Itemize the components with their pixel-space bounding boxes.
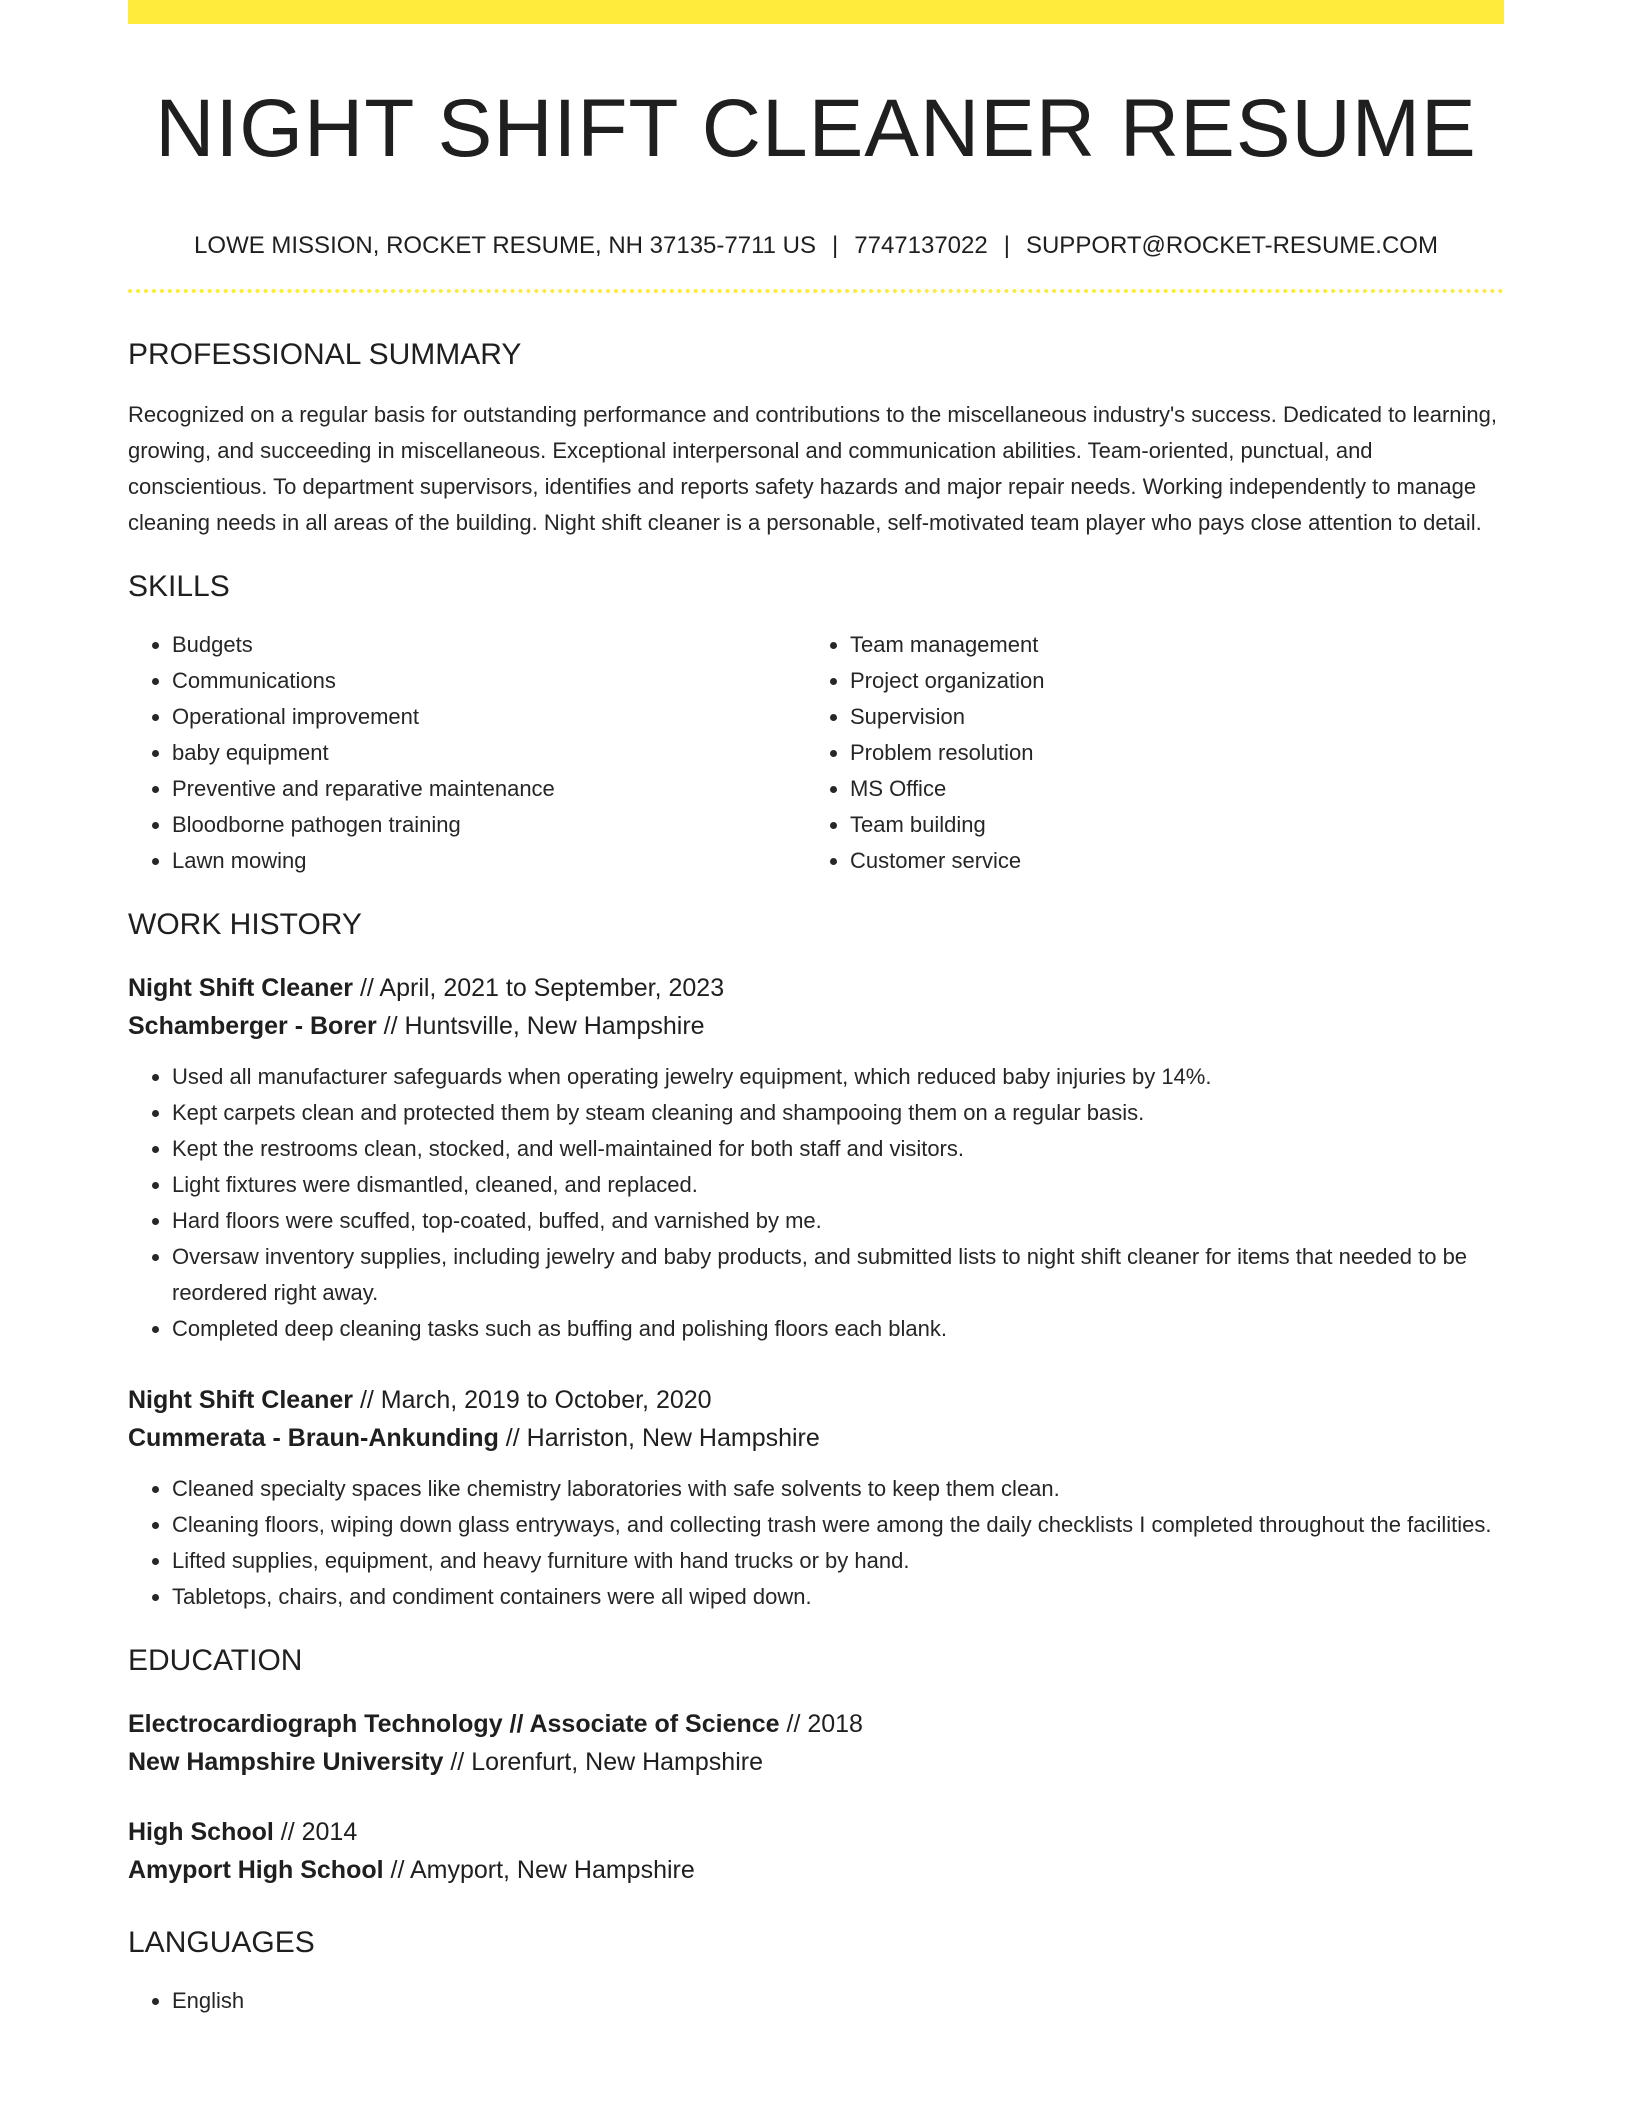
education-entry (128, 1705, 1504, 1781)
education-degree: High School (128, 1818, 274, 1847)
job-title-line (128, 969, 1504, 1007)
languages-heading: LANGUAGES (128, 1926, 315, 1960)
skill-item: • Supervision (850, 699, 1484, 735)
skill-item: • Lawn mowing (172, 843, 806, 879)
job-location: // Harriston, New Hampshire (498, 1424, 820, 1453)
skill-item: • Bloodborne pathogen training (172, 807, 806, 843)
summary-text: Recognized on a regular basis for outstanding performance and contributions to the miscellaneous industry's success. Dedicated to learning, growing, and succeeding in miscellaneous. Exceptional interpersonal and communication abilities. Team-oriented, punctual, and conscientious. To department supervisors, identifies and reports safety hazards and major repair needs. Working independently to manage cleaning needs in all areas of the building. Night shift cleaner is a personable, self-motivated team player who pays close attention to detail. (128, 402, 1497, 536)
education-school-line (128, 1743, 1504, 1781)
language-item: • English (172, 1983, 1504, 2019)
job-bullet: • Oversaw inventory supplies, including jewelry and baby products, and submitted lists to night shift cleaner for items that needed to be reordered right away. (172, 1239, 1504, 1311)
skill-item: • Team building (850, 807, 1484, 843)
job-title: Night Shift Cleaner (128, 974, 354, 1003)
resume-title: NIGHT SHIFT CLEANER RESUME (155, 83, 1477, 174)
skill-item: • Team management (850, 627, 1484, 663)
contact-address: LOWE MISSION, ROCKET RESUME, NH 37135-7711 US (194, 232, 817, 260)
education-school-line (128, 1851, 1504, 1889)
resume-page (128, 0, 1504, 2019)
work-history-heading: WORK HISTORY (128, 908, 362, 942)
education-year: // 2014 (273, 1818, 358, 1847)
skills-heading: SKILLS (128, 570, 230, 604)
job-header (128, 969, 1504, 1045)
education-location: // Lorenfurt, New Hampshire (443, 1748, 763, 1777)
skill-item: • Customer service (850, 843, 1484, 879)
job-entry (128, 969, 1504, 1347)
education-degree: Electrocardiograph Technology // Associate of Science (128, 1710, 780, 1739)
contact-phone: 7747137022 (854, 232, 988, 260)
job-bullet: • Cleaning floors, wiping down glass entryways, and collecting trash were among the daily checklists I completed throughout the facilities. (172, 1507, 1504, 1543)
job-bullet: • Kept the restrooms clean, stocked, and well-maintained for both staff and visitors. (172, 1131, 1504, 1167)
job-company-line (128, 1419, 1504, 1457)
education-school: Amyport High School (128, 1856, 384, 1885)
skill-item: • baby equipment (172, 735, 806, 771)
contact-email: SUPPORT@ROCKET-RESUME.COM (1025, 232, 1438, 260)
education-year: // 2018 (779, 1710, 863, 1739)
job-location: // Huntsville, New Hampshire (376, 1012, 705, 1041)
top-accent-bar (128, 0, 1504, 24)
job-bullet: • Tabletops, chairs, and condiment containers were all wiped down. (172, 1579, 1504, 1615)
languages-list (128, 1983, 1504, 2019)
education-entry (128, 1813, 1504, 1889)
job-dates: // April, 2021 to September, 2023 (353, 974, 725, 1003)
job-bullet: • Completed deep cleaning tasks such as buffing and polishing floors each blank. (172, 1311, 1504, 1347)
job-bullet: • Used all manufacturer safeguards when operating jewelry equipment, which reduced baby injuries by 14%. (172, 1059, 1504, 1095)
job-entry (128, 1381, 1504, 1615)
job-bullet: • Hard floors were scuffed, top-coated, buffed, and varnished by me. (172, 1203, 1504, 1239)
job-company-line (128, 1007, 1504, 1045)
skill-item: • Budgets (172, 627, 806, 663)
skill-item: • MS Office (850, 771, 1484, 807)
job-bullet: • Light fixtures were dismantled, cleaned, and replaced. (172, 1167, 1504, 1203)
contact-line (128, 232, 1504, 261)
education-degree-line (128, 1813, 1504, 1851)
skills-list-right (806, 627, 1484, 879)
job-header (128, 1381, 1504, 1457)
job-dates: // March, 2019 to October, 2020 (353, 1386, 712, 1415)
job-bullets (128, 1059, 1504, 1347)
job-bullet: • Kept carpets clean and protected them by steam cleaning and shampooing them on a regular basis. (172, 1095, 1504, 1131)
skills-list-left (128, 627, 806, 879)
skill-item: • Operational improvement (172, 699, 806, 735)
contact-separator: | (832, 232, 839, 260)
skill-item: • Problem resolution (850, 735, 1484, 771)
job-title: Night Shift Cleaner (128, 1386, 354, 1415)
education-location: // Amyport, New Hampshire (383, 1856, 695, 1885)
education-degree-line (128, 1705, 1504, 1743)
job-title-line (128, 1381, 1504, 1419)
skills-columns (128, 627, 1504, 879)
skill-item: • Preventive and reparative maintenance (172, 771, 806, 807)
job-company: Cummerata - Braun-Ankunding (128, 1424, 499, 1453)
job-bullet: • Cleaned specialty spaces like chemistry laboratories with safe solvents to keep them clean. (172, 1471, 1504, 1507)
job-bullets (128, 1471, 1504, 1615)
contact-separator: | (1003, 232, 1010, 260)
skill-item: • Communications (172, 663, 806, 699)
education-school: New Hampshire University (128, 1748, 444, 1777)
education-heading: EDUCATION (128, 1644, 303, 1678)
job-company: Schamberger - Borer (128, 1012, 377, 1041)
summary-heading: PROFESSIONAL SUMMARY (128, 338, 522, 372)
skill-item: • Project organization (850, 663, 1484, 699)
job-bullet: • Lifted supplies, equipment, and heavy furniture with hand trucks or by hand. (172, 1543, 1504, 1579)
header-divider (128, 289, 1504, 293)
